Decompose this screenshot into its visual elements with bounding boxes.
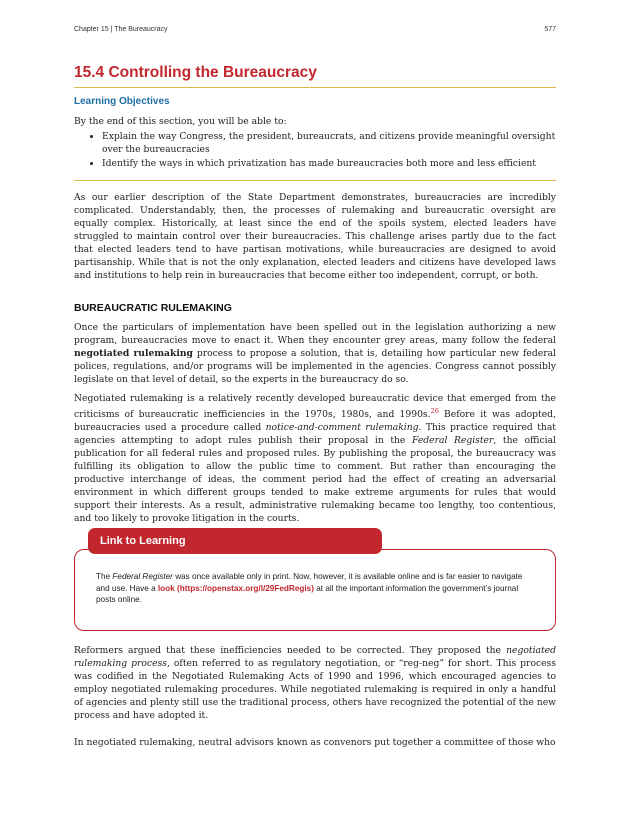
key-term: negotiated rulemaking (74, 348, 193, 359)
text-run: was once available only in print. Now, however, it is available online and is far easier to navigate and use. Have a (96, 572, 523, 593)
list-item: • Identify the ways in which privatization has made bureaucracies both more and less efficient (102, 157, 556, 170)
section-heading: BUREAUCRATIC RULEMAKING (74, 302, 232, 314)
text-run: Reformers argued that these inefficiencies needed to be corrected. They proposed the (74, 645, 507, 656)
italic-term: Federal Register (112, 572, 173, 581)
learning-objectives-title: Learning Objectives (74, 96, 170, 107)
text-run: , the official publication for all federal rules and proposed rules. By publishing the proposal, the bureaucracy was fulfilling its obligation to allow the public time to comment. But rather than encouraging the productive interchange of ideas, the comment period had the effect of creating an adversarial environment in which different groups tended to make extreme arguments for rules that would support their interests. As a result, administrative rulemaking became too lengthy, too contentious, and too likely to provoke litigation in the courts. (74, 435, 556, 525)
link-to-learning-text (96, 571, 534, 606)
page-number: 577 (544, 26, 556, 33)
text-run: , often referred to as regulatory negotiation, or “reg-neg” for short. This process was codified in the Negotiated Rulemaking Acts of 1990 and 1996, which encouraged agencies to employ negotiated rulemaking procedures. While negotiated rulemaking is required in only a handful of agencies and plenty still use the traditional process, others have recognized the potential of the new process and have adopted it. (74, 658, 556, 721)
text-run: Once the particulars of implementation have been spelled out in the legislation authorizing a new program, bureaucracies move to enact it. When they encounter grey areas, many follow the federal (74, 322, 556, 346)
text-run: . This practice required that agencies attempting to adopt rules publish their proposal in the (74, 422, 556, 447)
footnote-marker[interactable]: 26 (430, 407, 439, 415)
italic-term: negotiated rulemaking process (74, 645, 556, 669)
divider (74, 180, 556, 181)
paragraph-convenors: In negotiated rulemaking, neutral advisors known as convenors put together a committee of those who (74, 737, 556, 748)
federal-register-link[interactable]: look (https://openstax.org/l/29FedRegis) (157, 583, 314, 593)
chapter-label: Chapter 15 | The Bureaucracy (74, 26, 168, 33)
paragraph-rulemaking (74, 321, 556, 386)
text-run: Before it was adopted, bureaucracies used a procedure called (74, 409, 556, 434)
text-run: process to propose a solution, that is, detailing how particular new federal polices, regulations, and/or programs will be implemented in the agencies. Congress cannot possibly legislate on that level of detail, so the experts in the bureaucracy do so. (74, 348, 556, 385)
italic-term: Federal Register (411, 435, 494, 447)
learning-objectives-list (88, 130, 556, 171)
learning-objectives-intro: By the end of this section, you will be able to: (74, 116, 287, 127)
paragraph-reformers (74, 644, 556, 722)
running-head (74, 26, 556, 33)
text-run: The (96, 572, 113, 581)
list-item: • Explain the way Congress, the president, bureaucrats, and citizens provide meaningful oversight over the bureaucracies (102, 130, 556, 156)
section-title: 15.4 Controlling the Bureaucracy (74, 64, 556, 88)
text-run: Negotiated rulemaking is a relatively recently developed bureaucratic device that emerged from the criticisms of bureaucratic inefficiencies in the 1970s, 1980s, and 1990s. (74, 393, 556, 421)
italic-term: notice-and-comment rulemaking (265, 422, 419, 434)
intro-paragraph: As our earlier description of the State Department demonstrates, bureaucracies are incredibly complicated. Understandably, then, the processes of rulemaking and bureaucratic oversight are equally complex. Historically, at least since the end of the spoils system, elected leaders have struggled to maintain control over their bureaucracies. This challenge arises partly due to the fact that elected leaders tend to have partisan motivations, while bureaucracies are designed to avoid partisanship. While that is not the only explanation, elected leaders and citizens have developed laws and institutions to help rein in bureaucracies that become either too independent, corrupt, or both. (74, 192, 556, 281)
paragraph-negotiated (74, 392, 556, 525)
text-run: at all the important information the government’s journal posts online. (96, 583, 519, 604)
link-to-learning-tab: Link to Learning (88, 528, 382, 554)
